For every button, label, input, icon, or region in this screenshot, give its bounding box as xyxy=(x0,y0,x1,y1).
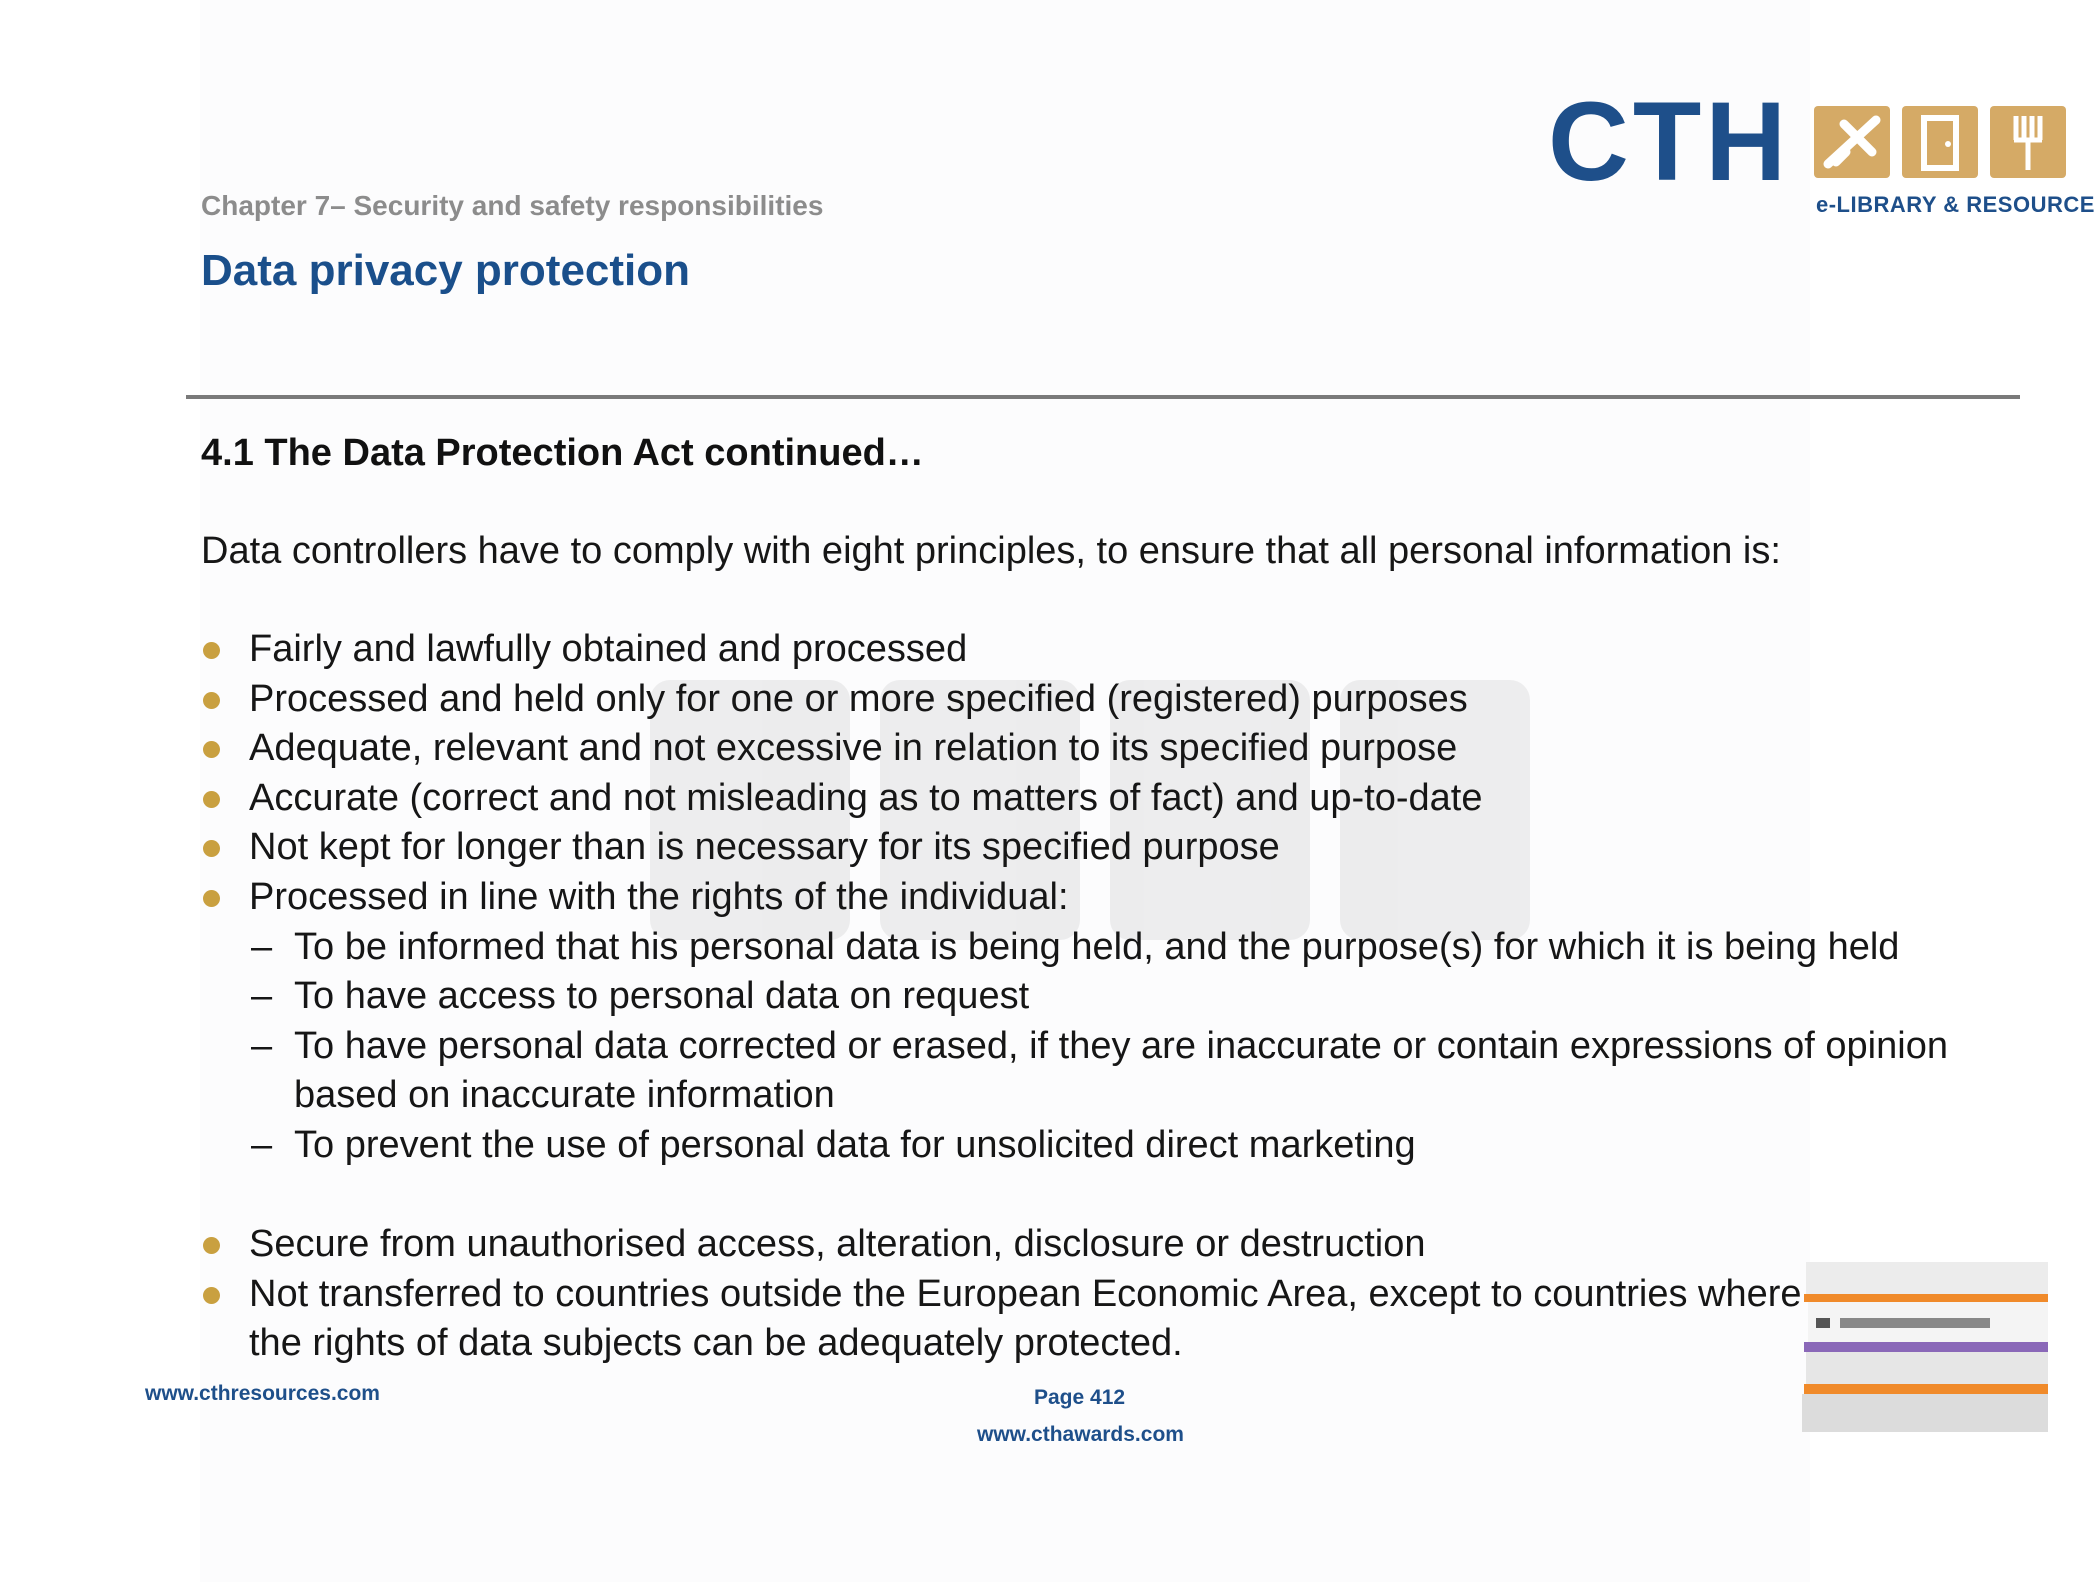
principles-list xyxy=(201,625,2001,1369)
logo-text: CTH xyxy=(1548,79,1791,204)
dash-marker: – xyxy=(251,1123,273,1166)
list-spacer xyxy=(201,1171,2001,1221)
header-divider xyxy=(186,395,2020,399)
chapter-label: Chapter 7– Security and safety responsibilities xyxy=(201,190,824,221)
books-image xyxy=(1800,1262,2048,1432)
bullet-dot xyxy=(203,692,220,709)
list-item xyxy=(201,625,2001,675)
page-title: Data privacy protection xyxy=(201,246,691,295)
intro-text: Data controllers have to comply with eight principles, to ensure that all personal information is: xyxy=(201,530,1781,572)
cth-logo xyxy=(1548,79,2095,218)
sub-list-item-text: To have personal data corrected or erased, if they are inaccurate or contain expressions of opinion based on inaccurate information xyxy=(294,1024,1948,1117)
footer-awards-link[interactable]: www.cthawards.com xyxy=(977,1423,1184,1446)
bullet-dot xyxy=(203,1237,220,1254)
bullet-dot xyxy=(203,791,220,808)
bullet-dot xyxy=(203,642,220,659)
list-item xyxy=(201,1270,1809,1369)
list-item-text: Not transferred to countries outside the European Economic Area, except to countries where the rights of data subjects can be adequately protected. xyxy=(249,1272,1802,1365)
list-item-text: Accurate (correct and not misleading as to matters of fact) and up-to-date xyxy=(249,776,1483,819)
list-item-text: Processed and held only for one or more specified (registered) purposes xyxy=(249,677,1468,720)
sub-list-item xyxy=(201,1121,2001,1171)
list-item xyxy=(201,1220,2001,1270)
sub-list-item-text: To have access to personal data on request xyxy=(294,975,1030,1018)
list-item xyxy=(201,675,2001,725)
list-item-text: Adequate, relevant and not excessive in relation to its specified purpose xyxy=(249,727,1458,770)
logo-subtitle: e-LIBRARY & RESOURCE xyxy=(1816,192,2095,217)
fork-icon xyxy=(1990,106,2066,178)
bullet-dot xyxy=(203,890,220,907)
door-icon xyxy=(1902,106,1978,178)
list-item-text: Fairly and lawfully obtained and processed xyxy=(249,628,968,670)
sub-list-item xyxy=(201,923,2001,973)
dash-marker: – xyxy=(251,975,273,1018)
list-item-text: Not kept for longer than is necessary for its specified purpose xyxy=(249,826,1280,869)
dash-marker: – xyxy=(251,1024,273,1067)
section-heading: 4.1 The Data Protection Act continued… xyxy=(201,432,924,474)
airplane-icon xyxy=(1814,106,1890,178)
bullet-dot xyxy=(203,1287,220,1304)
sub-list-item-text: To prevent the use of personal data for unsolicited direct marketing xyxy=(294,1123,1416,1166)
dash-marker: – xyxy=(251,925,273,968)
list-item xyxy=(201,823,2001,873)
sub-list-item-text: To be informed that his personal data is being held, and the purpose(s) for which it is being held xyxy=(294,925,1900,968)
list-item xyxy=(201,774,2001,824)
sub-list-item xyxy=(201,1022,2001,1121)
page-number: Page 412 xyxy=(1034,1386,1126,1409)
bullet-dot xyxy=(203,840,220,857)
list-item-text: Secure from unauthorised access, alteration, disclosure or destruction xyxy=(249,1223,1426,1266)
bullet-dot xyxy=(203,741,220,758)
footer-resources-link[interactable]: www.cthresources.com xyxy=(145,1382,380,1405)
list-item xyxy=(201,873,2001,923)
sub-list-item xyxy=(201,972,2001,1022)
list-item-text: Processed in line with the rights of the individual: xyxy=(249,875,1069,918)
list-item xyxy=(201,724,2001,774)
